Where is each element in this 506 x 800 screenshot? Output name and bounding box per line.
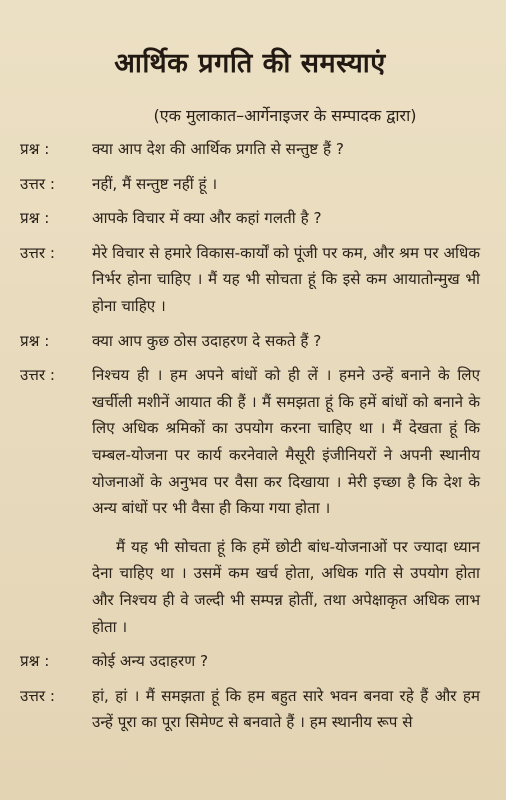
question-label: प्रश्न : — [20, 331, 50, 350]
answer-text: नहीं, मैं सन्तुष्ट नहीं हूं । — [92, 174, 218, 193]
question-label: प्रश्न : — [20, 140, 50, 158]
answer-4 — [20, 683, 480, 736]
answer-text: हां, हां । मैं समझता हूं कि हम बहुत सारे भवन बनवा रहे हैं और हम उन्हें पूरा का पूरा सिमेण्ट से बनवाते हैं । हम स्थानीय रूप से — [92, 686, 480, 732]
answer-label: उत्तर : — [20, 174, 55, 193]
question-label: प्रश्न : — [20, 652, 50, 671]
answer-text: मेरे विचार से हमारे विकास-कार्यों को पूंजी पर कम, और श्रम पर अधिक निर्भर होना चाहिए । मैं यह भी सोचता हूं कि इसे कम आयातोन्मुख भी होना चाहिए । — [92, 243, 480, 315]
answer-label: उत्तर : — [20, 686, 55, 705]
question-text: आपके विचार में क्या और कहां गलती है ? — [92, 209, 322, 228]
question-text: क्या आप देश की आर्थिक प्रगति से सन्तुष्ट हैं ? — [92, 140, 344, 158]
question-4 — [20, 648, 480, 675]
answer-continuation-paragraph: मैं यह भी सोचता हूं कि हमें छोटी बांध-योजनाओं पर ज्यादा ध्यान देना चाहिए था । उसमें कम खर्च होता, अधिक गति से उपयोग होता और निश्चय ही वे जल्दी भी सम्पन्न होतीं, तथा अपेक्षाकृत अधिक लाभ होता । — [92, 537, 480, 636]
answer-label: उत्तर : — [20, 366, 55, 385]
answer-3 — [20, 362, 480, 522]
answer-1 — [20, 171, 480, 198]
question-2 — [20, 205, 480, 232]
answer-2 — [20, 240, 480, 320]
answer-label: उत्तर : — [20, 243, 55, 262]
question-text: क्या आप कुछ ठोस उदाहरण दे सकते हैं ? — [92, 331, 322, 350]
answer-text: निश्चय ही । हम अपने बांधों को ही लें । हमने उन्हें बनाने के लिए खर्चीली मशीनें आयात की हैं । मैं समझता हूं कि हमें बांधों को बनाने के लिए अधिक श्रमिकों का उपयोग करना चाहिए था । मैं देखता हूं कि चम्बल-योजना पर कार्य करनेवाले मैसूरी इंजीनियरों ने अपनी स्थानीय योजनाओं के अनुभव पर वैसा कर दिखाया । मेरी इच्छा है कि देश के अन्य बांधों पर भी वैसा ही किया गया होता । — [92, 366, 480, 518]
question-1 — [20, 136, 480, 163]
question-3 — [20, 328, 480, 355]
question-label: प्रश्न : — [20, 209, 50, 228]
question-text: कोई अन्य उदाहरण ? — [92, 652, 209, 671]
page-title: आर्थिक प्रगति की समस्याएं — [114, 48, 386, 79]
page-subtitle: (एक मुलाकात–आर्गेनाइजर के सम्पादक द्वारा) — [153, 106, 417, 125]
